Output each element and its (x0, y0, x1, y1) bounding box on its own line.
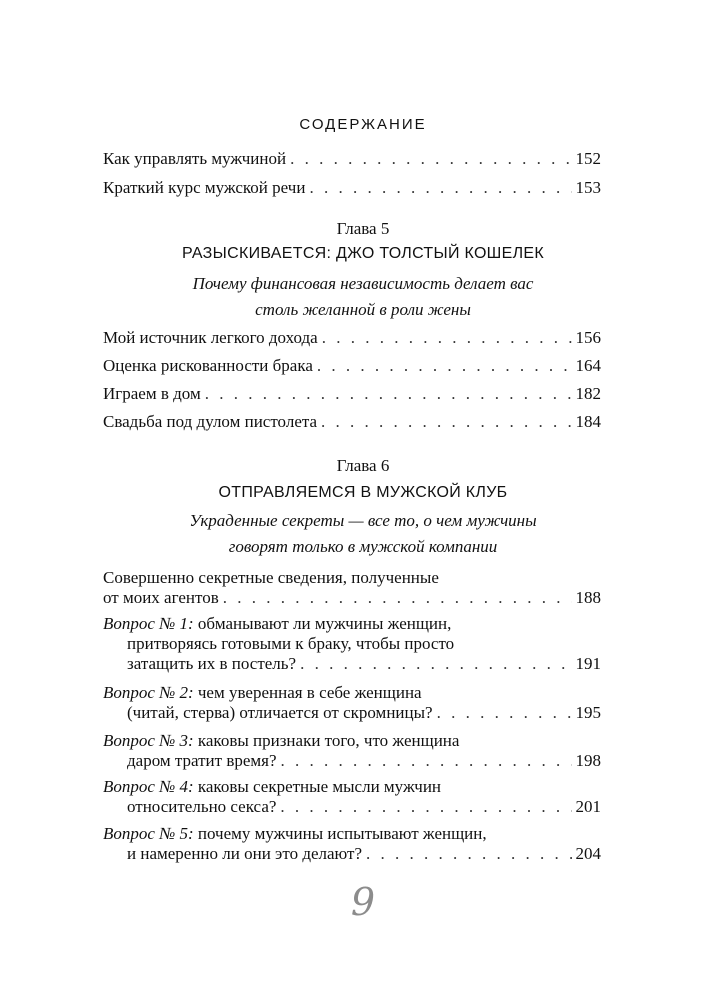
question-label: Вопрос № 1: (103, 614, 194, 633)
toc-entry-title: относительно секса? (127, 797, 277, 816)
toc-entry (103, 147, 601, 171)
toc-entry-page: 195 (575, 703, 601, 722)
toc-entry-page: 201 (575, 797, 601, 816)
chapter-subtitle (0, 508, 726, 560)
toc-entry (103, 586, 601, 610)
leader-dots (317, 354, 572, 378)
toc-entry-page: 204 (575, 844, 601, 863)
toc-entry-page: 164 (575, 356, 601, 375)
chapter-label: Глава 5 (336, 219, 390, 238)
toc-entry-page: 188 (575, 588, 601, 607)
leader-dots (322, 326, 572, 350)
toc-entry (127, 842, 601, 866)
toc-entry (103, 326, 601, 350)
toc-entry (103, 410, 601, 434)
toc-entry-title: Краткий курс мужской речи (103, 178, 306, 197)
toc-entry-title: Мой источник легкого дохода (103, 328, 318, 347)
page-heading: СОДЕРЖАНИЕ (299, 116, 427, 133)
chapter-subtitle-line: Почему финансовая независимость делает вас (192, 274, 534, 293)
toc-entry-page: 182 (575, 384, 601, 403)
chapter-title: ОТПРАВЛЯЕМСЯ В МУЖСКОЙ КЛУБ (218, 484, 508, 501)
toc-entry-title: Оценка рискованности брака (103, 356, 313, 375)
toc-entry-title: от моих агентов (103, 588, 219, 607)
toc-entry-title: и намеренно ли они это делают? (127, 844, 362, 863)
question-text: обманывают ли мужчины женщин, (193, 614, 452, 633)
question-text: чем уверенная в себе женщина (193, 683, 422, 702)
question-label: Вопрос № 2: (103, 683, 194, 702)
toc-entry (127, 701, 601, 725)
question-label: Вопрос № 4: (103, 777, 194, 796)
question-label: Вопрос № 3: (103, 731, 194, 750)
leader-dots (437, 701, 572, 725)
toc-entry-line: Совершенно секретные сведения, полученные (103, 568, 439, 587)
toc-entry (103, 176, 601, 200)
page-number: 9 (350, 880, 376, 924)
leader-dots (223, 586, 572, 610)
chapter-title: РАЗЫСКИВАЕТСЯ: ДЖО ТОЛСТЫЙ КОШЕЛЕК (181, 245, 545, 262)
toc-entry (127, 795, 601, 819)
toc-entry-title: даром тратит время? (127, 751, 277, 770)
toc-entry-page: 156 (575, 328, 601, 347)
toc-entry-title: Свадьба под дулом пистолета (103, 412, 318, 431)
toc-entry-page: 153 (575, 178, 601, 197)
toc-entry-page: 184 (575, 412, 601, 431)
toc-entry (127, 652, 601, 676)
toc-entry-page: 198 (575, 751, 601, 770)
toc-entry (103, 354, 601, 378)
chapter-label: Глава 6 (336, 456, 390, 475)
leader-dots (205, 382, 572, 406)
leader-dots (281, 749, 572, 773)
leader-dots (309, 176, 571, 200)
toc-entry-title: затащить их в постель? (127, 654, 297, 673)
leader-dots (280, 795, 571, 819)
chapter-subtitle (0, 271, 726, 323)
question-text: каковы секретные мысли мужчин (193, 777, 442, 796)
toc-entry-title: Как управлять мужчиной (103, 149, 287, 168)
chapter-subtitle-line: столь желанной в роли жены (255, 300, 471, 319)
toc-entry (103, 382, 601, 406)
chapter-subtitle-line: Украденные секреты — все то, о чем мужчины (189, 511, 537, 530)
toc-entry-page: 152 (575, 149, 601, 168)
toc-entry-title: (читай, стерва) отличается от скромницы? (127, 703, 433, 722)
toc-entry-title: Играем в дом (103, 384, 201, 403)
leader-dots (290, 147, 571, 171)
question-text: почему мужчины испытывают женщин, (193, 824, 487, 843)
leader-dots (366, 842, 572, 866)
question-text: каковы признаки того, что женщина (193, 731, 460, 750)
question-label: Вопрос № 5: (103, 824, 194, 843)
question-line: притворяясь готовыми к браку, чтобы просто (127, 634, 455, 653)
leader-dots (321, 410, 571, 434)
leader-dots (300, 652, 571, 676)
chapter-subtitle-line: говорят только в мужской компании (228, 537, 498, 556)
toc-entry-page: 191 (575, 654, 601, 673)
toc-entry (127, 749, 601, 773)
